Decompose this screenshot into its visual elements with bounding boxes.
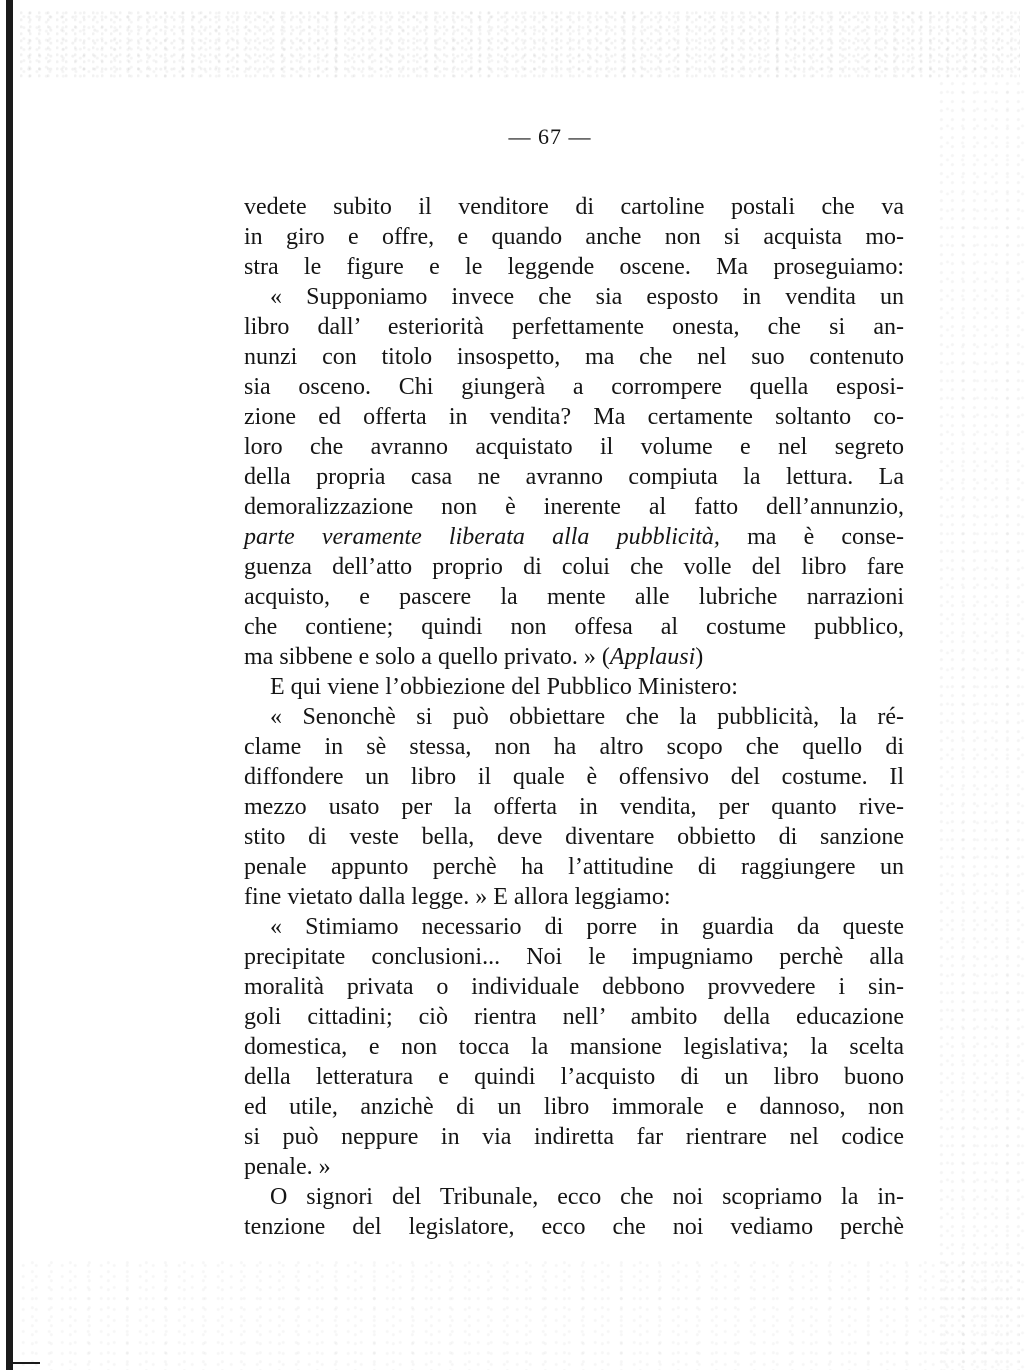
- text-line: guenza dell’atto proprio di colui che volle del libro fare: [244, 554, 904, 580]
- text-line: E qui viene l’obbiezione del Pubblico Ministero:: [270, 674, 738, 700]
- text-fragment: ma sibbene e solo a quello privato. » (: [244, 644, 610, 670]
- text-line: sia osceno. Chi giungerà a corrompere quella esposi-: [244, 374, 904, 400]
- text-line: ed utile, anzichè di un libro immorale e dannoso, non: [244, 1094, 904, 1120]
- italic-phrase: Applausi: [609, 644, 696, 670]
- page-binding-edge: [6, 0, 13, 1370]
- text-line-mixed: [244, 642, 904, 672]
- text-line: vedete subito il venditore di cartoline postali che va: [244, 194, 904, 220]
- text-line: loro che avranno acquistato il volume e nel segreto: [244, 434, 904, 460]
- text-line: demoralizzazione non è inerente al fatto dell’annunzio,: [244, 494, 904, 520]
- text-line-mixed: [244, 522, 904, 552]
- text-fragment: ma è conse-: [719, 524, 905, 550]
- text-line: penale. »: [244, 1154, 331, 1180]
- text-line: zione ed offerta in vendita? Ma certamente soltanto co-: [244, 404, 904, 430]
- text-line: libro dall’ esteriorità perfettamente onesta, che si an-: [244, 314, 904, 340]
- text-line: mezzo usato per la offerta in vendita, per quanto rive-: [244, 794, 904, 820]
- text-line: penale appunto perchè ha l’attitudine di raggiungere un: [244, 854, 904, 880]
- page-number: — 67 —: [508, 124, 592, 149]
- text-line: si può neppure in via indiretta far rientrare nel codice: [244, 1124, 904, 1150]
- text-line: della propria casa ne avranno compiuta la lettura. La: [244, 464, 904, 490]
- text-line: precipitate conclusioni... Noi le impugniamo perchè alla: [244, 944, 904, 970]
- text-line: « Stimiamo necessario di porre in guardia da queste: [270, 914, 904, 940]
- text-line: « Senonchè si può obbiettare che la pubblicità, la ré-: [270, 704, 904, 730]
- text-line: clame in sè stessa, non ha altro scopo che quello di: [244, 734, 904, 760]
- text-line: « Supponiamo invece che sia esposto in vendita un: [270, 284, 904, 310]
- text-line: stito di veste bella, deve diventare obbietto di sanzione: [244, 824, 904, 850]
- page-corner-mark: [6, 1362, 40, 1364]
- text-line: diffondere un libro il quale è offensivo del costume. Il: [244, 764, 904, 790]
- body-text: [244, 192, 904, 1242]
- italic-phrase: parte veramente liberata alla pubblicità,: [244, 524, 720, 550]
- text-line: stra le figure e le leggende oscene. Ma proseguiamo:: [244, 254, 904, 280]
- paper-texture-top: [20, 10, 1020, 80]
- text-line: fine vietato dalla legge. » E allora leggiamo:: [244, 884, 671, 910]
- text-line: che contiene; quindi non offesa al costume pubblico,: [244, 614, 904, 640]
- text-line: tenzione del legislatore, ecco che noi vediamo perchè: [244, 1214, 904, 1240]
- text-line: moralità privata o individuale debbono provvedere i sin-: [244, 974, 904, 1000]
- text-line: nunzi con titolo insospetto, ma che nel suo contenuto: [244, 344, 904, 370]
- text-line: della letteratura e quindi l’acquisto di un libro buono: [244, 1064, 904, 1090]
- text-line: domestica, e non tocca la mansione legislativa; la scelta: [244, 1034, 904, 1060]
- paper-texture-right: [937, 80, 1027, 1370]
- text-line: in giro e offre, e quando anche non si acquista mo-: [244, 224, 904, 250]
- text-fragment: ): [695, 644, 704, 670]
- text-line: O signori del Tribunale, ecco che noi scopriamo la in-: [270, 1184, 904, 1210]
- text-line: goli cittadini; ciò rientra nell’ ambito della educazione: [244, 1004, 904, 1030]
- text-line: acquisto, e pascere la mente alle lubriche narrazioni: [244, 584, 904, 610]
- paper-texture-bottom: [20, 1260, 1020, 1370]
